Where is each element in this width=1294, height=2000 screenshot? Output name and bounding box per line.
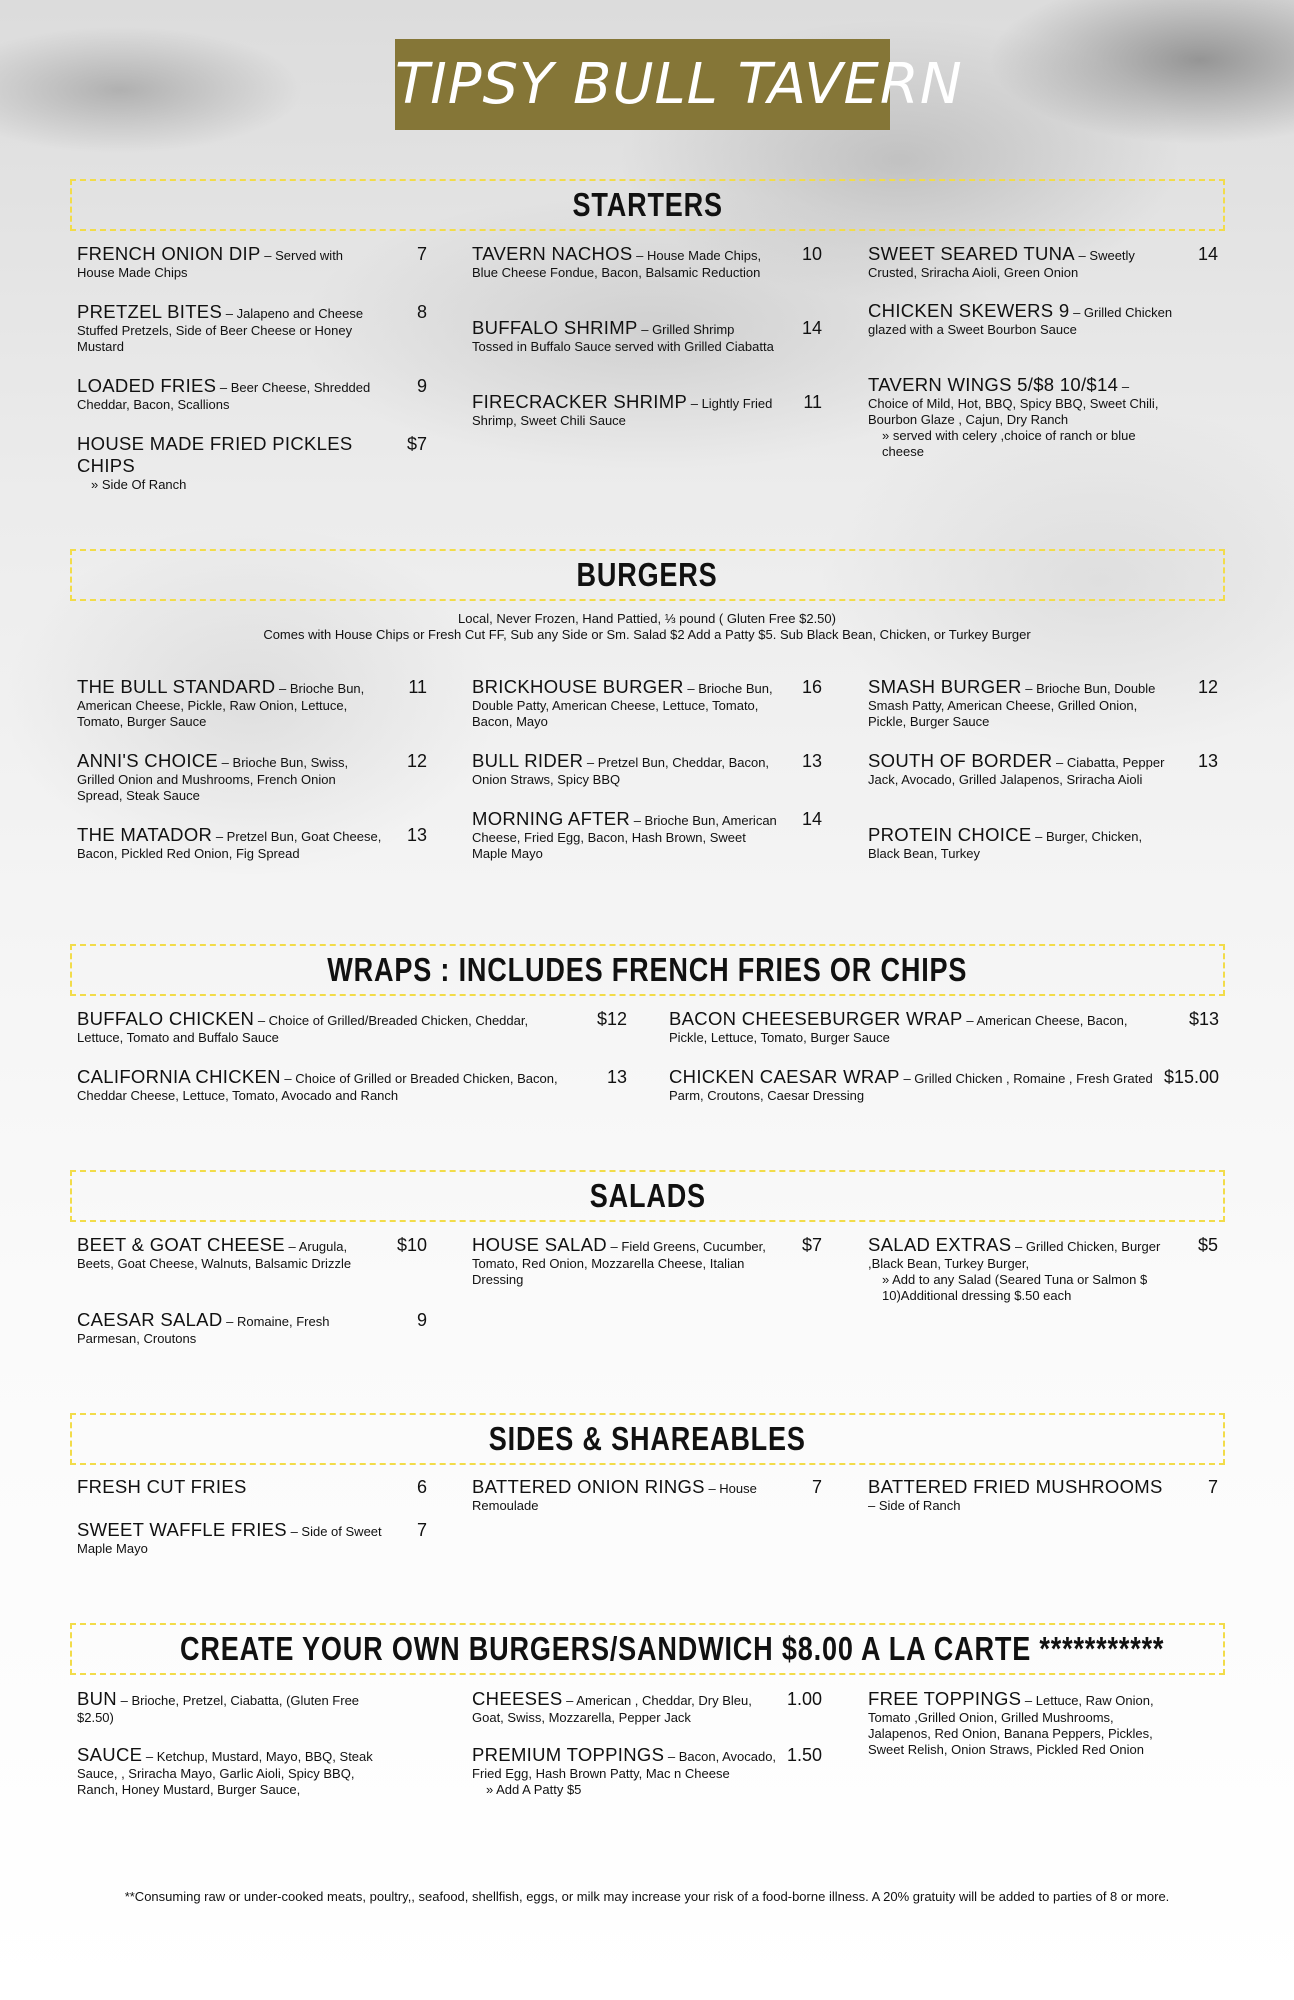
menu-item-price: 8: [416, 302, 427, 322]
menu-item-text: [77, 243, 382, 281]
menu-item-name: MORNING AFTER: [472, 808, 631, 829]
menu-item-price: 14: [1197, 244, 1218, 264]
menu-item-dash: –: [583, 755, 598, 770]
menu-column: [77, 1688, 427, 1804]
menu-item-name: BUFFALO CHICKEN: [77, 1008, 255, 1029]
menu-item-text: [77, 375, 382, 413]
menu-item: [868, 243, 1218, 300]
menu-item-dash: –: [1021, 1693, 1036, 1708]
menu-item: [472, 676, 822, 750]
menu-item-name: TAVERN WINGS 5/$8 10/$14: [868, 374, 1119, 395]
menu-item-description: Grilled Chicken , Romaine , Fresh Grated Parm, Croutons, Caesar Dressing: [669, 1071, 1153, 1103]
menu-item-name: TAVERN NACHOS: [472, 243, 633, 264]
menu-item-name: FIRECRACKER SHRIMP: [472, 391, 688, 412]
menu-column: [868, 676, 1218, 868]
menu-item-note: » Side Of Ranch: [91, 477, 187, 492]
menu-item-dash: –: [116, 1693, 132, 1708]
menu-item-description: Beer Cheese, Shredded Cheddar, Bacon, Scallions: [77, 380, 371, 412]
menu-item-price: 1.00: [786, 1689, 822, 1709]
menu-item-text: [77, 1744, 382, 1798]
menu-item-price: 11: [803, 392, 822, 412]
menu-item: [868, 824, 1218, 868]
menu-item: [669, 1008, 1219, 1066]
menu-item-description: Ciabatta, Pepper Jack, Avocado, Grilled Jalapenos, Sriracha Aioli: [868, 755, 1165, 787]
menu-item-text: [77, 1234, 382, 1272]
menu-item-description: Sweetly Crusted, Sriracha Aioli, Green Onion: [868, 248, 1135, 280]
menu-item: [472, 1744, 822, 1804]
menu-item: [868, 1476, 1218, 1520]
menu-item-dash: –: [683, 681, 699, 696]
menu-item-price: 14: [801, 318, 822, 338]
menu-item: [77, 1476, 427, 1519]
menu-item-description: Field Greens, Cucumber, Tomato, Red Onion, Mozzarella Cheese, Italian Dressing: [472, 1239, 766, 1287]
section-heading-text: CREATE YOUR OWN BURGERS/SANDWICH $8.00 A LA CARTE ***********: [180, 1630, 1165, 1667]
menu-item-dash: –: [562, 1693, 577, 1708]
menu-item-description: Choice of Grilled/Breaded Chicken, Cheddar, Lettuce, Tomato and Buffalo Sauce: [77, 1013, 529, 1045]
menu-item-dash: –: [962, 1013, 977, 1028]
menu-item-name: FRESH CUT FRIES: [77, 1476, 247, 1497]
menu-item-description: Romaine, Fresh Parmesan, Croutons: [77, 1314, 330, 1346]
menu-item-dash: –: [687, 396, 702, 411]
menu-item-name: BEET & GOAT CHEESE: [77, 1234, 285, 1255]
menu-item-text: [77, 1309, 382, 1347]
menu-item-description: Pretzel Bun, Cheddar, Bacon, Onion Straws, Spicy BBQ: [472, 755, 770, 787]
menu-item-description: Grilled Chicken glazed with a Sweet Bourbon Sauce: [868, 305, 1173, 337]
menu-item-dash: –: [1118, 379, 1130, 394]
section-heading-create: [70, 1623, 1225, 1675]
menu-item-name: THE MATADOR: [77, 824, 213, 845]
menu-item-price: $15.00: [1163, 1067, 1219, 1087]
menu-item-dash: –: [280, 1071, 296, 1086]
menu-item-dash: –: [1011, 1239, 1026, 1254]
menu-item-description: American , Cheddar, Dry Bleu, Goat, Swiss, Mozzarella, Pepper Jack: [472, 1693, 752, 1725]
menu-item-price: 13: [801, 751, 822, 771]
menu-item-text: [77, 750, 382, 804]
menu-item-name: CHICKEN CAESAR WRAP: [669, 1066, 900, 1087]
menu-item-price: 16: [801, 677, 822, 697]
menu-item-description: Side of Ranch: [878, 1498, 961, 1513]
menu-item-dash: –: [218, 755, 233, 770]
menu-column: [77, 1476, 427, 1563]
menu-item-text: [77, 676, 382, 730]
menu-item-price: 9: [416, 1310, 427, 1330]
menu-column: [77, 243, 427, 499]
menu-item-price: 7: [416, 1520, 427, 1540]
menu-item: [472, 317, 822, 391]
menu-item-text: [77, 433, 382, 477]
menu-item-name: PREMIUM TOPPINGS: [472, 1744, 665, 1765]
menu-item-text: [868, 676, 1173, 730]
menu-item-name: SALAD EXTRAS: [868, 1234, 1012, 1255]
menu-item-price: 11: [408, 677, 427, 697]
menu-item-price: 13: [606, 1067, 627, 1087]
menu-column: [472, 1234, 822, 1294]
menu-item: [868, 300, 1218, 374]
menu-item-description: Burger, Chicken, Black Bean, Turkey: [868, 829, 1143, 861]
menu-item-description: Brioche Bun, Swiss, Grilled Onion and Mushrooms, French Onion Spread, Steak Sauce: [77, 755, 349, 803]
menu-item: [77, 301, 427, 375]
menu-item-dash: –: [284, 1239, 299, 1254]
menu-item-name: HOUSE SALAD: [472, 1234, 607, 1255]
menu-item-text: [669, 1008, 1157, 1046]
menu-item-price: $12: [596, 1009, 627, 1029]
menu-item-name: ANNI'S CHOICE: [77, 750, 219, 771]
menu-item: [77, 375, 427, 433]
section-heading-wraps: [70, 944, 1225, 996]
menu-item-name: BULL RIDER: [472, 750, 584, 771]
menu-item-name: SWEET WAFFLE FRIES: [77, 1519, 287, 1540]
menu-item: [868, 374, 1218, 466]
menu-item: [868, 1688, 1218, 1764]
menu-item: [77, 1688, 427, 1744]
menu-item-price: $7: [801, 1235, 822, 1255]
section-heading-sides: [70, 1413, 1225, 1465]
menu-item-price: 1.50: [786, 1745, 822, 1765]
menu-item-description: Side of Sweet Maple Mayo: [77, 1524, 382, 1556]
menu-item-dash: –: [606, 1239, 622, 1254]
menu-item-price: 10: [801, 244, 822, 264]
menu-item-price: 13: [1197, 751, 1218, 771]
menu-item: [77, 433, 427, 499]
menu-item: [472, 1688, 822, 1744]
menu-column: [868, 1688, 1218, 1764]
menu-item-name: BACON CHEESEBURGER WRAP: [669, 1008, 963, 1029]
menu-item-text: [868, 750, 1173, 788]
section-heading-burgers: [70, 549, 1225, 601]
menu-column: [77, 676, 427, 868]
menu-item: [472, 750, 822, 808]
menu-column: [868, 1234, 1218, 1310]
section-intro-line: Local, Never Frozen, Hand Pattied, ⅓ pound ( Gluten Free $2.50): [458, 611, 836, 626]
menu-item-dash: –: [222, 1314, 237, 1329]
menu-item-name: BUFFALO SHRIMP: [472, 317, 638, 338]
section-heading-text: WRAPS : INCLUDES FRENCH FRIES OR CHIPS: [327, 951, 968, 988]
menu-item: [472, 243, 822, 317]
section-heading-text: STARTERS: [572, 186, 723, 223]
menu-item-description: Jalapeno and Cheese Stuffed Pretzels, Side of Beer Cheese or Honey Mustard: [77, 306, 364, 354]
menu-item: [77, 1519, 427, 1563]
menu-item-description: Arugula, Beets, Goat Cheese, Walnuts, Balsamic Drizzle: [77, 1239, 352, 1271]
menu-item: [77, 1234, 427, 1309]
menu-item-price: $7: [406, 434, 427, 454]
menu-column: [77, 1234, 427, 1353]
menu-item-dash: –: [637, 322, 653, 337]
menu-item-name: CALIFORNIA CHICKEN: [77, 1066, 281, 1087]
menu-item-text: [868, 1476, 1173, 1514]
menu-item-dash: –: [286, 1524, 302, 1539]
menu-column: [868, 1476, 1218, 1520]
menu-item-price: 14: [801, 809, 822, 829]
menu-column: [77, 1008, 627, 1110]
menu-item-price: $5: [1197, 1235, 1218, 1255]
menu-item-dash: –: [254, 1013, 269, 1028]
menu-item-dash: –: [868, 1498, 879, 1513]
menu-column: [472, 243, 822, 435]
menu-item-dash: –: [216, 380, 231, 395]
menu-item-text: [472, 1688, 777, 1726]
menu-item-price: 13: [406, 825, 427, 845]
menu-item-text: [868, 1234, 1173, 1272]
menu-item: [472, 391, 822, 435]
menu-item-text: [868, 1688, 1173, 1758]
menu-item-dash: –: [275, 681, 290, 696]
menu-item-name: PROTEIN CHOICE: [868, 824, 1032, 845]
menu-item-text: [472, 1744, 777, 1782]
menu-item-name: PRETZEL BITES: [77, 301, 223, 322]
menu-item-text: [868, 824, 1173, 862]
menu-item-name: CHEESES: [472, 1688, 563, 1709]
menu-item-description: Served with House Made Chips: [77, 248, 344, 280]
menu-item-text: [868, 243, 1173, 281]
restaurant-title: TIPSY BULL TAVERN: [395, 39, 890, 130]
menu-column: [669, 1008, 1219, 1110]
menu-item-text: [77, 1008, 565, 1046]
menu-item-note: » served with celery ,choice of ranch or blue cheese: [882, 428, 1136, 459]
menu-item-description: Brioche Bun, Double Smash Patty, American Cheese, Grilled Onion, Pickle, Burger Sauce: [868, 681, 1156, 729]
menu-item: [77, 824, 427, 868]
menu-item-text: [77, 824, 382, 862]
menu-item-name: BUN: [77, 1688, 117, 1709]
menu-item: [77, 676, 427, 750]
menu-item-name: CAESAR SALAD: [77, 1309, 223, 1330]
menu-item-dash: –: [899, 1071, 915, 1086]
menu-item-name: SOUTH OF BORDER: [868, 750, 1053, 771]
menu-item-dash: –: [212, 829, 227, 844]
menu-item-note: » Add to any Salad (Seared Tuna or Salmon $ 10)Additional dressing $.50 each: [882, 1272, 1148, 1303]
menu-item: [868, 750, 1218, 824]
menu-item: [77, 1066, 627, 1110]
menu-item-dash: –: [632, 248, 647, 263]
menu-item-name: BATTERED ONION RINGS: [472, 1476, 705, 1497]
section-intro-line: Comes with House Chips or Fresh Cut FF, Sub any Side or Sm. Salad $2 Add a Patty $5. Sub Black Bean, Chicken, or Turkey Burger: [263, 627, 1031, 642]
menu-item-text: [77, 1066, 565, 1104]
menu-item-description: Lettuce, Raw Onion, Tomato ,Grilled Onion, Grilled Mushrooms, Jalapenos, Red Onion, Banana Peppers, Pickles, Sweet Relish, Onion Straws, Pickled Red Onion: [868, 1693, 1154, 1757]
menu-item: [77, 750, 427, 824]
menu-item-dash: –: [630, 813, 645, 828]
menu-item-name: BRICKHOUSE BURGER: [472, 676, 684, 697]
menu-item-name: SAUCE: [77, 1744, 143, 1765]
menu-item-dash: –: [1074, 248, 1090, 263]
menu-item-text: [472, 750, 777, 788]
menu-item-description: House Made Chips, Blue Cheese Fondue, Bacon, Balsamic Reduction: [472, 248, 762, 280]
section-heading-text: SIDES & SHAREABLES: [489, 1420, 806, 1457]
menu-item-dash: –: [1069, 305, 1084, 320]
menu-item: [77, 243, 427, 301]
section-heading-salads: [70, 1170, 1225, 1222]
menu-item-text: [472, 1234, 777, 1288]
menu-item-description: Brioche Bun, Double Patty, American Cheese, Lettuce, Tomato, Bacon, Mayo: [472, 681, 773, 729]
menu-item-text: [77, 1476, 382, 1498]
menu-item-dash: –: [1021, 681, 1037, 696]
menu-item-description: American Cheese, Bacon, Pickle, Lettuce, Tomato, Burger Sauce: [669, 1013, 1128, 1045]
menu-item-text: [472, 808, 777, 862]
section-heading-text: BURGERS: [576, 556, 719, 593]
menu-item-price: 7: [1207, 1477, 1218, 1497]
menu-item-name: LOADED FRIES: [77, 375, 217, 396]
menu-item-name: THE BULL STANDARD: [77, 676, 276, 697]
menu-item-description: Choice of Grilled or Breaded Chicken, Bacon, Cheddar Cheese, Lettuce, Tomato, Avocado and Ranch: [77, 1071, 558, 1103]
menu-item: [472, 1234, 822, 1294]
menu-item-text: [472, 676, 777, 730]
menu-item-text: [472, 1476, 777, 1514]
menu-item-dash: –: [142, 1749, 157, 1764]
menu-item-description: Choice of Mild, Hot, BBQ, Spicy BBQ, Sweet Chili, Bourbon Glaze , Cajun, Dry Ranch: [868, 396, 1159, 427]
menu-item-description: Pretzel Bun, Goat Cheese, Bacon, Pickled Red Onion, Fig Spread: [77, 829, 382, 861]
menu-item-text: [868, 300, 1173, 338]
menu-item-name: HOUSE MADE FRIED PICKLES CHIPS: [77, 433, 353, 476]
menu-item-price: $10: [396, 1235, 427, 1255]
menu-item-dash: –: [704, 1481, 720, 1496]
section-heading-text: SALADS: [589, 1177, 706, 1214]
menu-item-description: Brioche Bun, American Cheese, Pickle, Raw Onion, Lettuce, Tomato, Burger Sauce: [77, 681, 365, 729]
menu-item: [77, 1744, 427, 1804]
menu-item: [472, 808, 822, 868]
menu-item-name: BATTERED FRIED MUSHROOMS: [868, 1476, 1163, 1497]
menu-item: [472, 1476, 822, 1520]
menu-item-dash: –: [1031, 829, 1046, 844]
menu-item-dash: –: [664, 1749, 679, 1764]
menu-item-name: SMASH BURGER: [868, 676, 1022, 697]
menu-item-price: 12: [406, 751, 427, 771]
menu-item-description: Grilled Shrimp Tossed in Buffalo Sauce served with Grilled Ciabatta: [472, 322, 774, 354]
menu-item: [868, 1234, 1218, 1310]
menu-column: [472, 1688, 822, 1804]
menu-item-price: 12: [1197, 677, 1218, 697]
menu-item-description: Ketchup, Mustard, Mayo, BBQ, Steak Sauce, , Sriracha Mayo, Garlic Aioli, Spicy BBQ, Ranch, Honey Mustard, Burger Sauce,: [77, 1749, 373, 1797]
menu-item-description: Lightly Fried Shrimp, Sweet Chili Sauce: [472, 396, 773, 428]
menu-column: [868, 243, 1218, 466]
menu-item-dash: –: [1052, 755, 1067, 770]
menu-item-text: [472, 317, 777, 355]
menu-item-dash: –: [222, 306, 237, 321]
menu-item-text: [868, 374, 1173, 428]
menu-item-dash: –: [260, 248, 276, 263]
menu-item: [669, 1066, 1219, 1110]
menu-item-description: Brioche Bun, American Cheese, Fried Egg, Bacon, Hash Brown, Sweet Maple Mayo: [472, 813, 777, 861]
menu-item-price: 6: [416, 1477, 427, 1497]
menu-item-description: Grilled Chicken, Burger ,Black Bean, Turkey Burger,: [868, 1239, 1161, 1271]
menu-column: [472, 1476, 822, 1520]
menu-item: [868, 676, 1218, 750]
menu-column: [472, 676, 822, 868]
section-heading-starters: [70, 179, 1225, 231]
menu-item: [77, 1309, 427, 1353]
menu-item-price: 7: [811, 1477, 822, 1497]
menu-item-name: FRENCH ONION DIP: [77, 243, 261, 264]
menu-item-text: [77, 1519, 382, 1557]
menu-item-text: [472, 243, 777, 281]
menu-item-text: [669, 1066, 1157, 1104]
menu-item-description: Brioche, Pretzel, Ciabatta, (Gluten Free $2.50): [77, 1693, 360, 1725]
menu-item: [77, 1008, 627, 1066]
menu-item-description: Bacon, Avocado, Fried Egg, Hash Brown Patty, Mac n Cheese: [472, 1749, 777, 1781]
menu-item-name: SWEET SEARED TUNA: [868, 243, 1075, 264]
menu-item-text: [77, 301, 382, 355]
menu-item-description: House Remoulade: [472, 1481, 757, 1513]
menu-item-note: » Add A Patty $5: [486, 1782, 582, 1797]
menu-item-price: 9: [416, 376, 427, 396]
menu-item-price: 7: [416, 244, 427, 264]
menu-item-price: $13: [1188, 1009, 1219, 1029]
menu-item-name: FREE TOPPINGS: [868, 1688, 1022, 1709]
menu-item-name: CHICKEN SKEWERS 9: [868, 300, 1070, 321]
menu-item-text: [472, 391, 777, 429]
menu-item-text: [77, 1688, 382, 1726]
footer-disclaimer: **Consuming raw or under-cooked meats, poultry,, seafood, shellfish, eggs, or milk may increase your risk of a food-borne illness. A 20% gratuity will be added to parties of 8 or more.: [124, 1889, 1170, 1904]
